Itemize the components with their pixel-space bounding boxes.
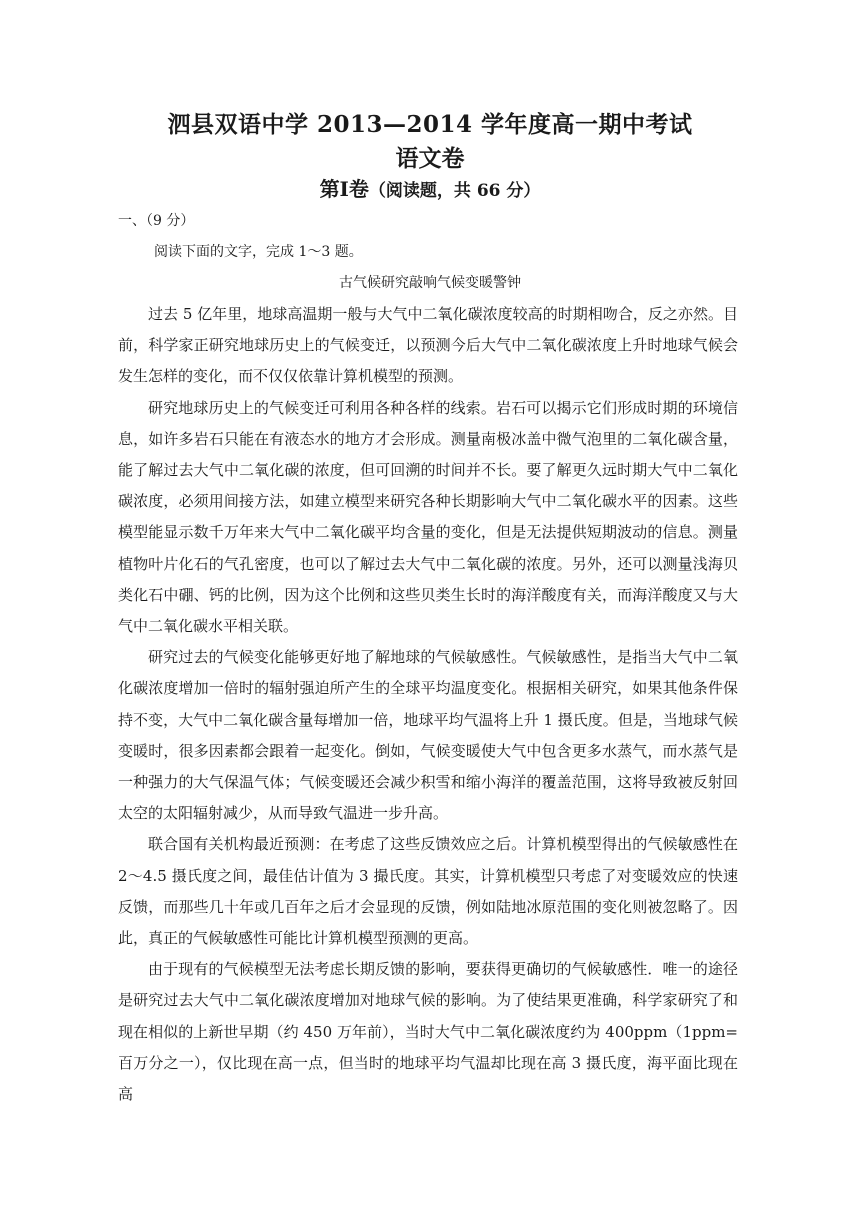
article-title: 古气候研究敲响气候变暖警钟 [339,275,521,291]
article-paragraph: 联合国有关机构最近预测：在考虑了这些反馈效应之后。计算机模型得出的气候敏感性在 2～4.5 摄氏度之间，最佳估计值为 3 撮氏度。其实，计算机模型只考虑了对变暖效应的快速反馈，而那些几十年或几百年之后才会显现的反馈，例如陆地冰原范围的变化则被忽略了。因此，真正的气候敏感性可能比计算机模型预测的更高。 [118,835,738,948]
section-label: 第Ⅰ卷 [319,177,369,201]
article-paragraph: 过去 5 亿年里，地球高温期一般与大气中二氧化碳浓度较高的时期相吻合，反之亦然。目前，科学家正研究地球历史上的气候变迁，以预测今后大气中二氧化碳浓度上升时地球气候会发生怎样的变化，而不仅仅依靠计算机模型的预测。 [118,305,738,386]
article-paragraph: 研究地球历史上的气候变迁可利用各种各样的线索。岩石可以揭示它们形成时期的环境信息，如许多岩石只能在有液态水的地方才会形成。测量南极冰盖中微气泡里的二氧化碳含量，能了解过去大气中二氧化碳的浓度，但可回溯的时间并不长。要了解更久远时期大气中二氧化碳浓度，必须用间接方法，如建立模型来研究各种长期影响大气中二氧化碳水平的因素。这些模型能显示数千万年来大气中二氧化碳平均含量的变化，但是无法提供短期波动的信息。测量植物叶片化石的气孔密度，也可以了解过去大气中二氧化碳的浓度。另外，还可以测量浅海贝类化石中硼、钙的比例，因为这个比例和这些贝类生长时的海洋酸度有关，而海洋酸度又与大气中二氧化碳水平相关联。 [118,398,738,636]
exam-title: 泗县双语中学 2013—2014 学年度高一期中考试 [167,111,693,138]
section-note: （阅读题，共 66 分） [368,181,541,201]
exam-subject: 语文卷 [395,145,465,172]
section-heading [0,173,860,202]
article-body [118,299,738,1110]
article-paragraph: 研究过去的气候变化能够更好地了解地球的气候敏感性。气候敏感性，是指当大气中二氧化碳浓度增加一倍时的辐射强迫所产生的全球平均温度变化。根据相关研究，如果其他条件保持不变，大气中二氧化碳含量每增加一倍，地球平均气温将上升 1 摄氏度。但是，当地球气候变暖时，很多因素都会跟着一起变化。倒如，气候变暖使大气中包含更多水蒸气，而水蒸气是一种强力的大气保温气体；气候变暖还会减少积雪和缩小海洋的覆盖范围，这将导致被反射回太空的太阳辐射减少，从而导致气温进一步升高。 [118,648,738,823]
article-paragraph: 由于现有的气候模型无法考虑长期反馈的影响，要获得更确切的气候敏感性．唯一的途径是研究过去大气中二氧化碳浓度增加对地球气候的影响。为了使结果更准确，科学家研究了和现在相似的上新世早期（约 450 万年前），当时大气中二氧化碳浓度约为 400ppm（1ppm=百万分之一），仅比现在高一点，但当时的地球平均气温却比现在高 3 摄氏度，海平面比现在高 [118,960,738,1104]
question-number: 一、（9 分） [118,213,195,229]
question-instruction: 阅读下面的文字，完成 1～3 题。 [154,244,363,260]
